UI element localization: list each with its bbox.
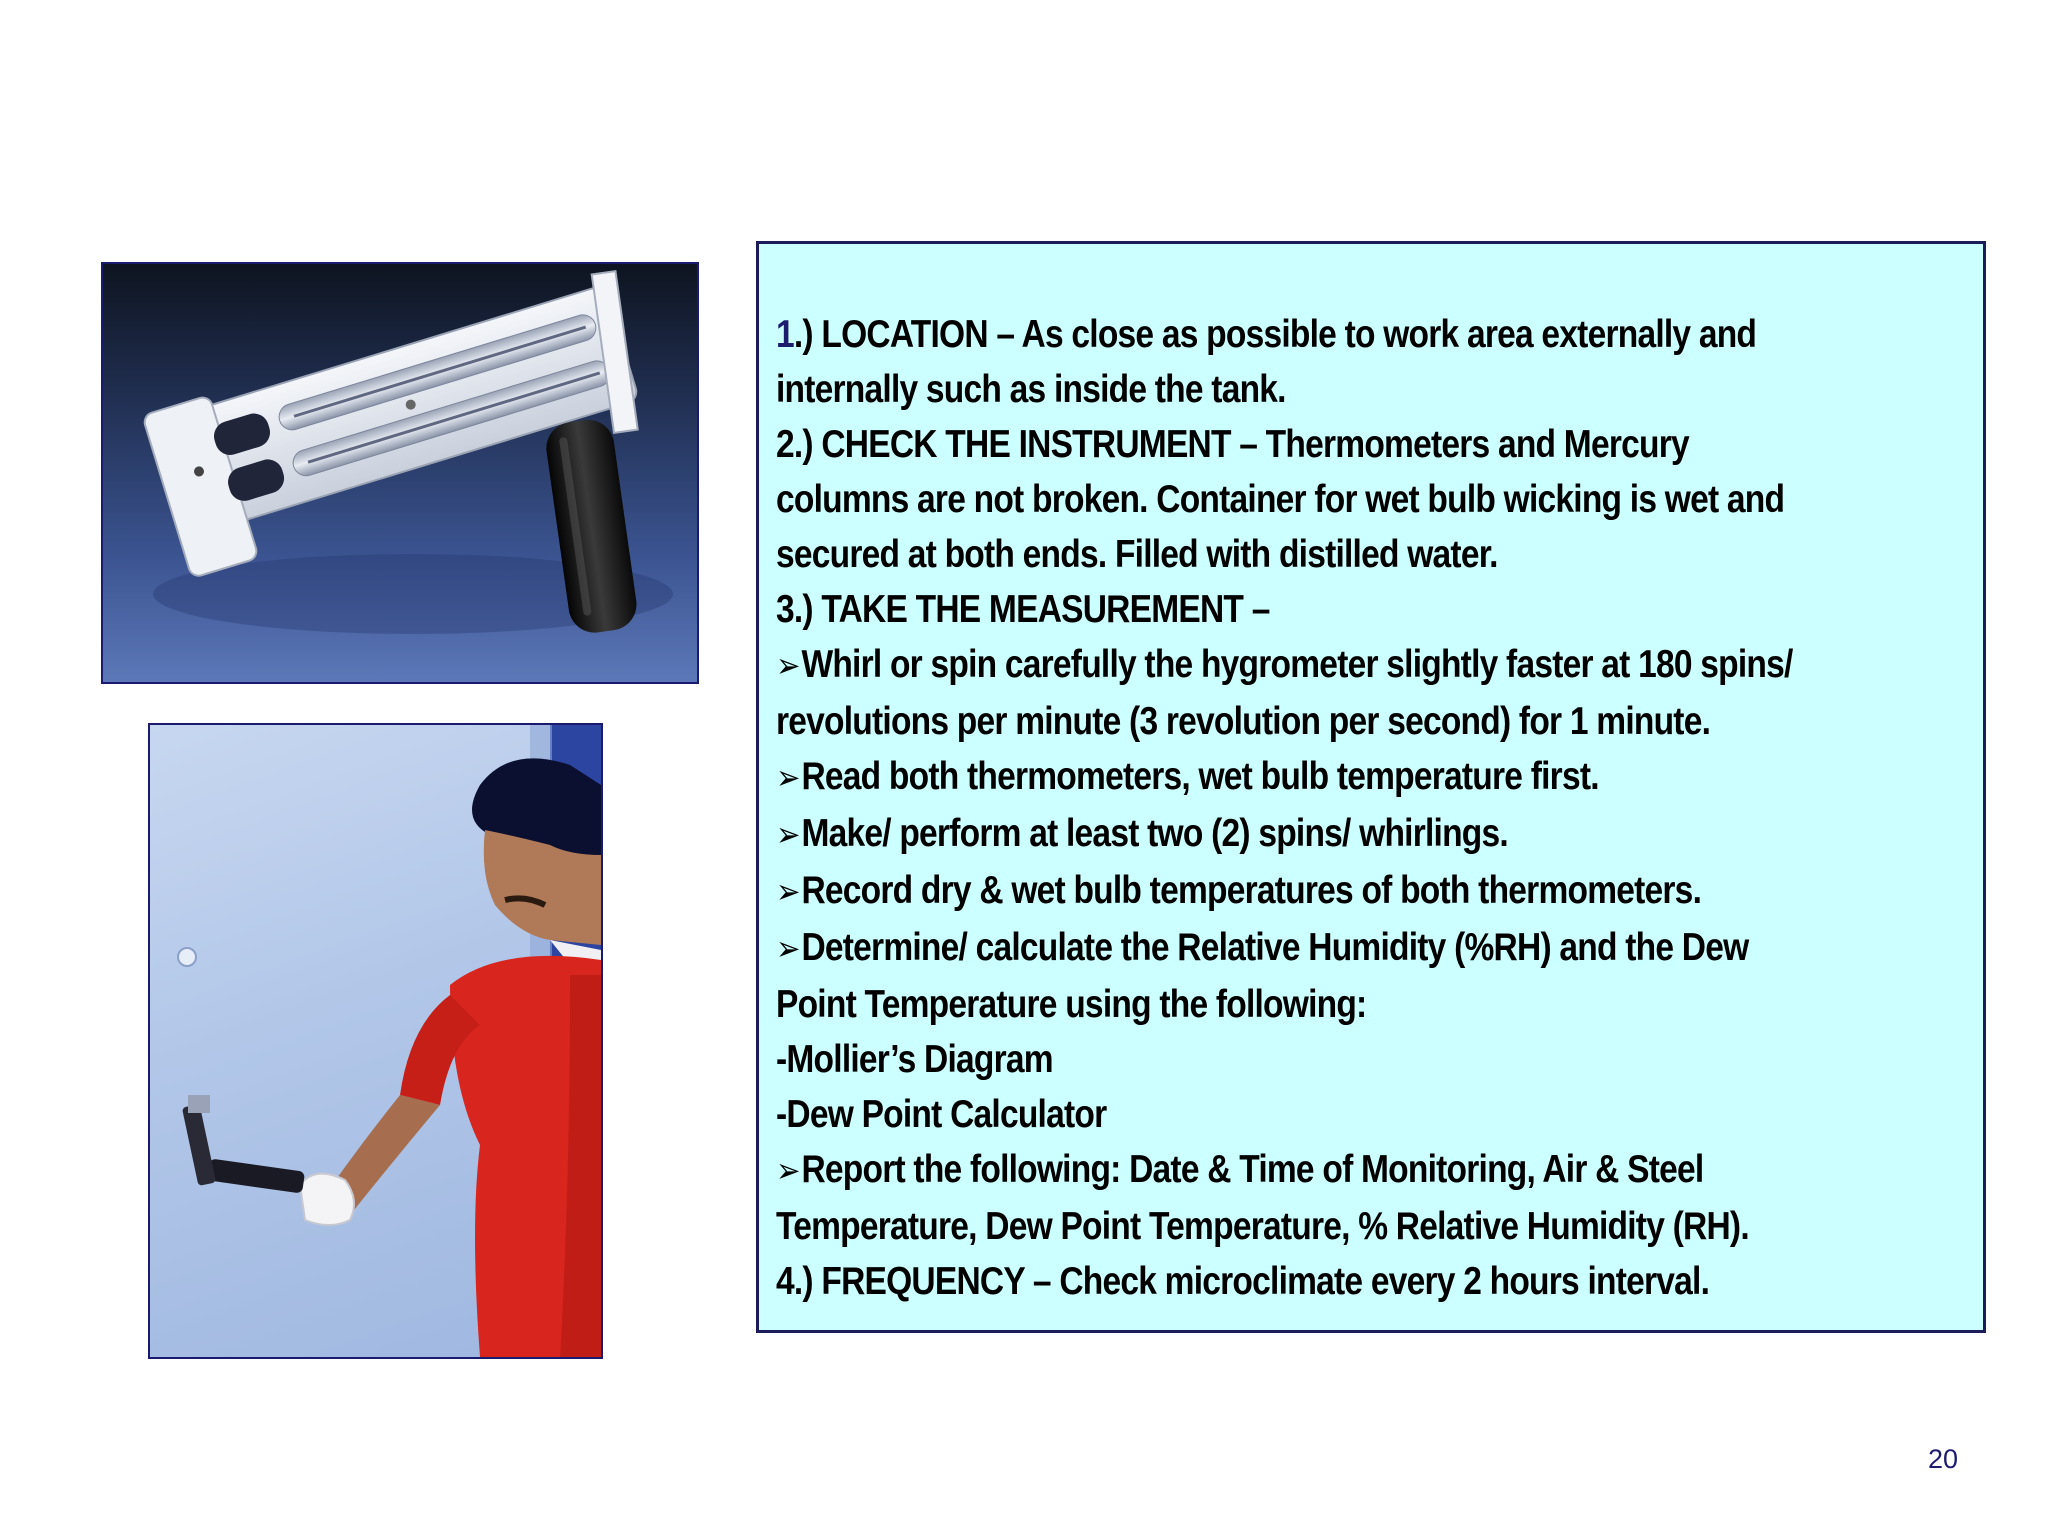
sling-psychrometer-illustration <box>103 264 697 682</box>
instrument-heading: 2.) CHECK THE INSTRUMENT – Thermometers and Mercury <box>776 423 1689 466</box>
arrow-bullet-icon: ➢ <box>776 1151 800 1191</box>
bullet-text: Make/ perform at least two (2) spins/ whirlings. <box>801 812 1508 855</box>
bullet-text: Read both thermometers, wet bulb temperature first. <box>801 755 1599 798</box>
bullet-text: Determine/ calculate the Relative Humidity (%RH) and the Dew <box>801 926 1749 969</box>
instructions-box <box>756 241 1986 1333</box>
bullet-item <box>776 863 1802 920</box>
bullet-item <box>776 637 1802 694</box>
arrow-bullet-icon: ➢ <box>776 758 800 798</box>
sling-psychrometer-photo <box>101 262 699 684</box>
location-heading: .) LOCATION – As close as possible to work area externally and <box>793 313 1757 356</box>
bullet-item <box>776 1142 1802 1199</box>
text-line: Point Temperature using the following: <box>776 983 1367 1026</box>
bullet-text: Whirl or spin carefully the hygrometer slightly faster at 180 spins/ <box>801 643 1793 686</box>
bullet-text: Record dry & wet bulb temperatures of both thermometers. <box>801 869 1702 912</box>
bullet-item <box>776 920 1802 977</box>
text-line: revolutions per minute (3 revolution per second) for 1 minute. <box>776 700 1711 743</box>
text-line: -Dew Point Calculator <box>776 1093 1107 1136</box>
text-line: -Mollier’s Diagram <box>776 1038 1053 1081</box>
text-line: secured at both ends. Filled with distilled water. <box>776 533 1498 576</box>
technician-photo <box>148 723 603 1359</box>
arrow-bullet-icon: ➢ <box>776 872 800 912</box>
item-number: 1 <box>776 313 794 356</box>
bullet-item <box>776 806 1802 863</box>
arrow-bullet-icon: ➢ <box>776 815 800 855</box>
arrow-bullet-icon: ➢ <box>776 646 800 686</box>
bullet-text: Report the following: Date & Time of Monitoring, Air & Steel <box>801 1148 1704 1191</box>
text-line: Temperature, Dew Point Temperature, % Relative Humidity (RH). <box>776 1205 1749 1248</box>
text-line: columns are not broken. Container for wet bulb wicking is wet and <box>776 478 1785 521</box>
technician-illustration <box>150 725 601 1357</box>
arrow-bullet-icon: ➢ <box>776 929 800 969</box>
measurement-heading: 3.) TAKE THE MEASUREMENT – <box>776 588 1270 631</box>
frequency-heading: 4.) FREQUENCY – Check microclimate every 2 hours interval. <box>776 1260 1710 1303</box>
page-number: 20 <box>1928 1444 1959 1474</box>
bullet-item <box>776 749 1802 806</box>
text-line <box>776 307 1802 362</box>
text-line: internally such as inside the tank. <box>776 368 1286 411</box>
